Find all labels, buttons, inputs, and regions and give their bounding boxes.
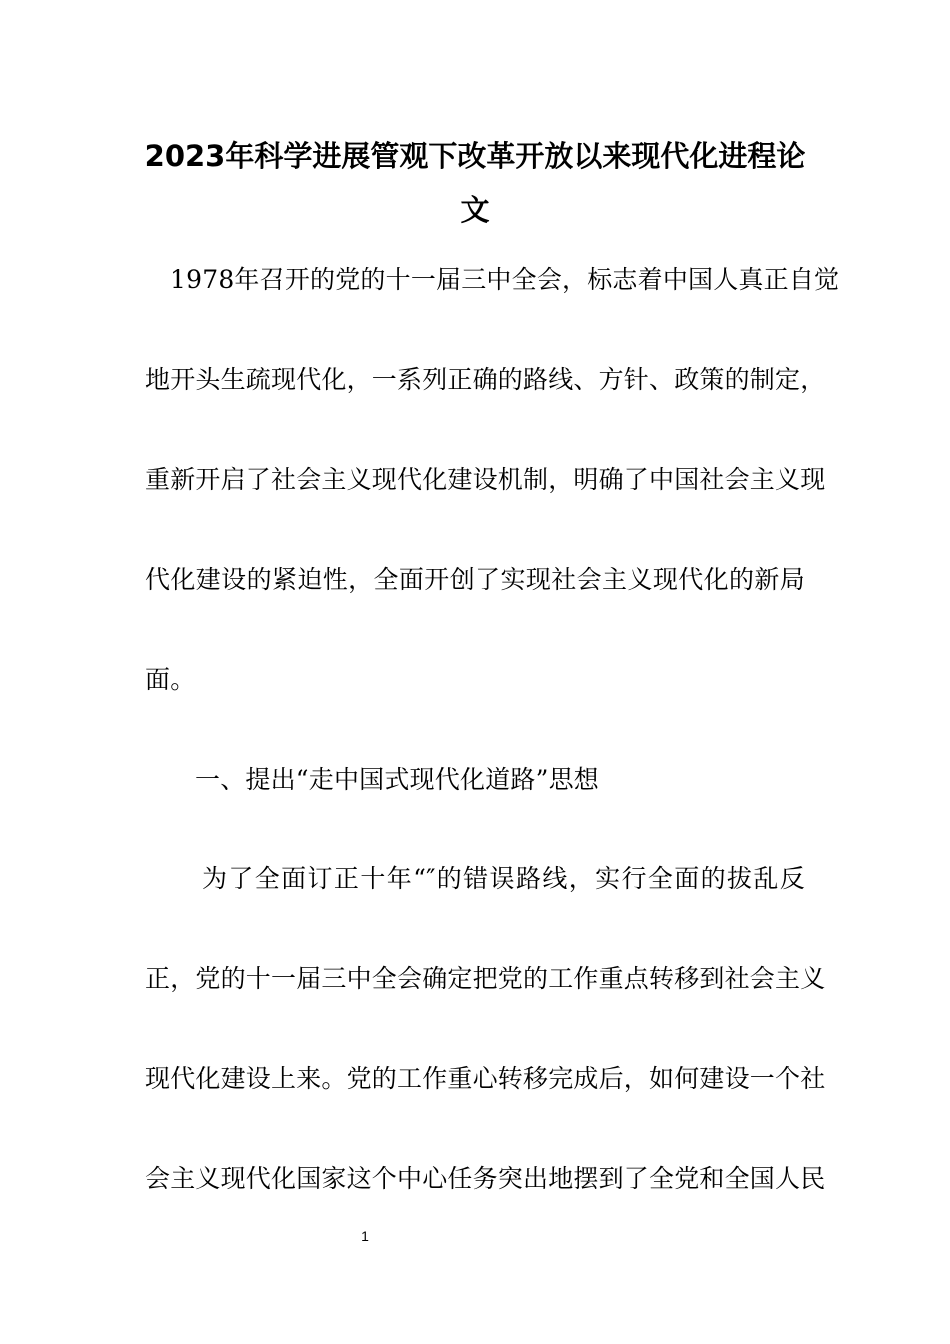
paragraph-line: 现代化建设上来。党的工作重心转移完成后，如何建设一个社 — [145, 1064, 826, 1093]
paragraph-line: 面。 — [145, 665, 196, 694]
paragraph-line: 为了全面订正十年“″的错误路线，实行全面的拔乱反 — [202, 864, 805, 893]
page-number: 1 — [361, 1228, 369, 1244]
paragraph-line: 代化建设的紧迫性，全面开创了实现社会主义现代化的新局 — [145, 565, 805, 594]
paragraph-line: 重新开启了社会主义现代化建设机制，明确了中国社会主义现 — [145, 465, 826, 494]
document-title-line-2: 文 — [460, 193, 490, 227]
paragraph-line: 会主义现代化国家这个中心任务突出地摆到了全党和全国人民 — [145, 1164, 826, 1193]
paragraph-line: 正，党的十一届三中全会确定把党的工作重点转移到社会主义 — [145, 964, 826, 993]
paragraph-line: 1978年召开的党的十一届三中全会，标志着中国人真正自觉 — [170, 265, 840, 294]
section-heading: 一、提出“走中国式现代化道路”思想 — [195, 765, 599, 794]
paragraph-line: 地开头生疏现代化，一系列正确的路线、方针、政策的制定， — [145, 365, 826, 394]
document-title-line-1: 2023年科学进展管观下改革开放以来现代化进程论 — [144, 139, 806, 173]
